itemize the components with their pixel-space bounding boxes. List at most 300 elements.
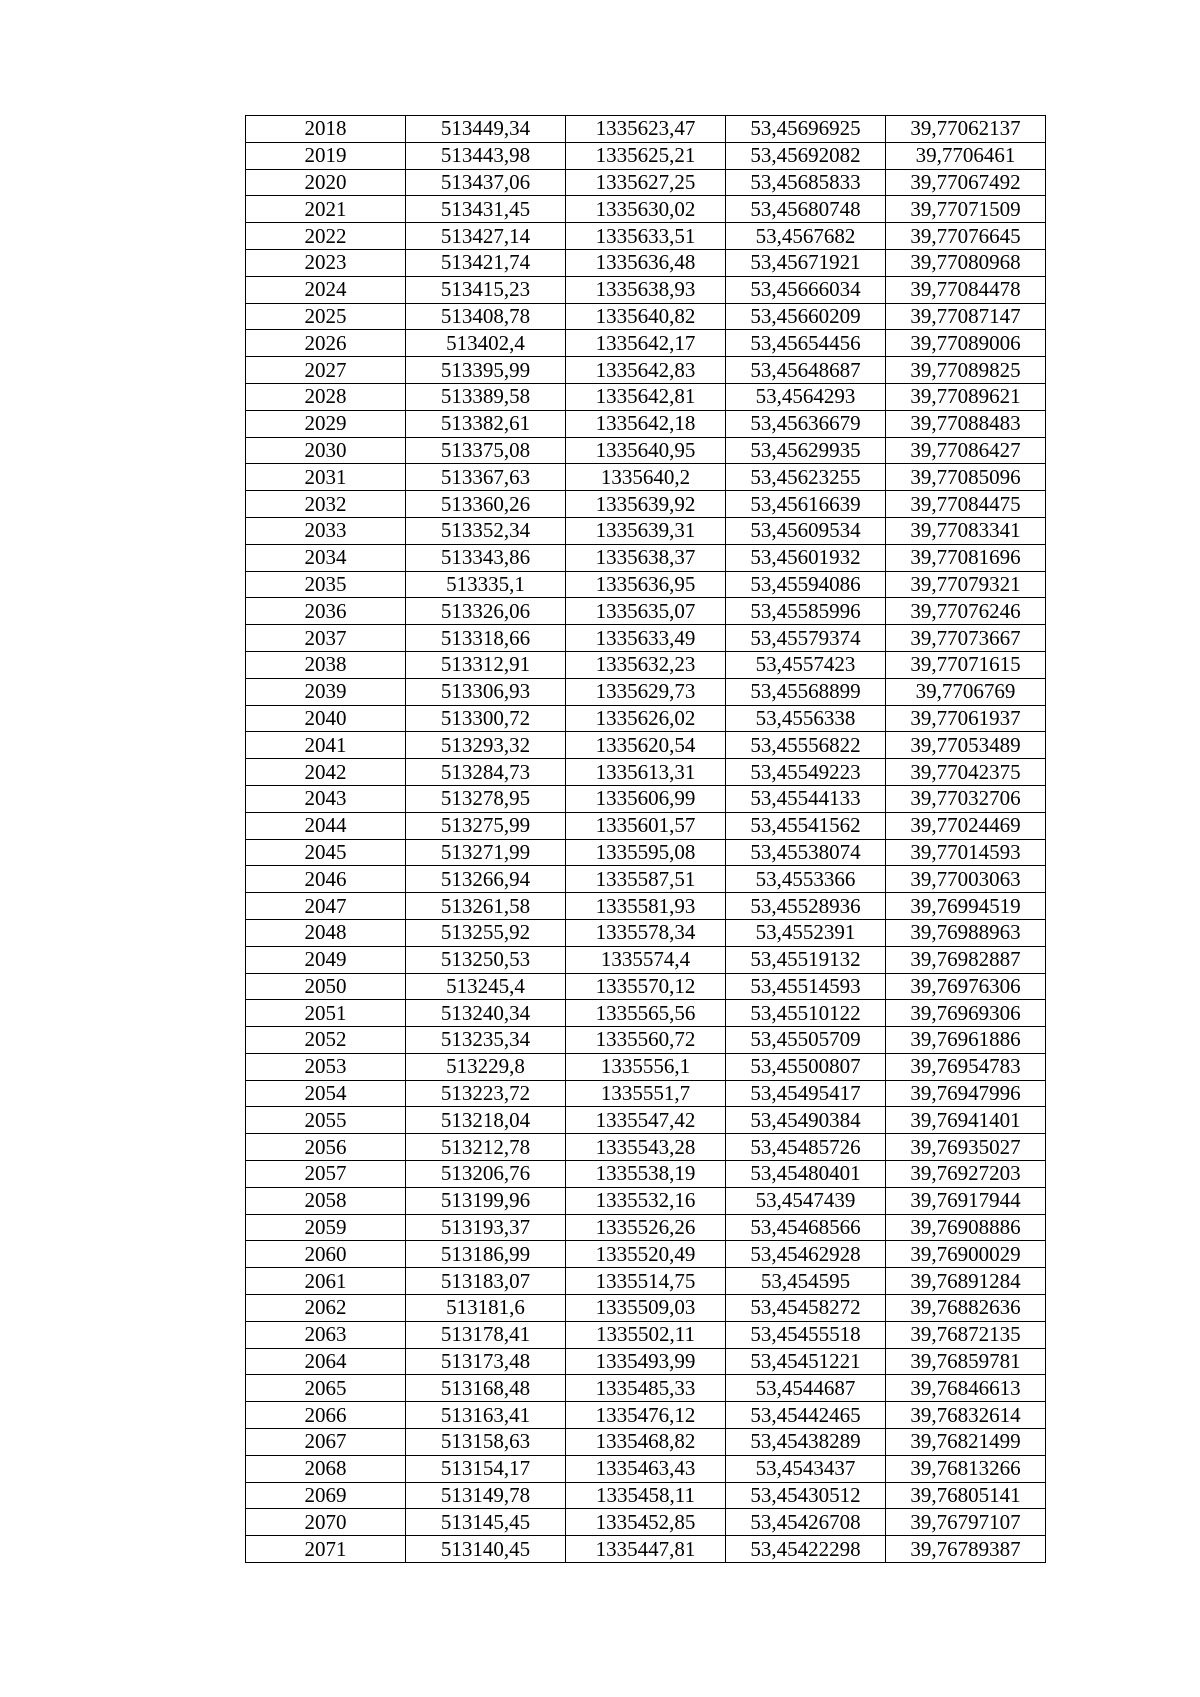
- table-row: [246, 491, 1046, 518]
- point-number-cell: 2051: [246, 1000, 406, 1027]
- y-coordinate-cell: 1335514,75: [566, 1268, 726, 1295]
- y-coordinate-cell: 1335532,16: [566, 1187, 726, 1214]
- latitude-cell: 53,45623255: [726, 464, 886, 491]
- x-coordinate-cell: 513382,61: [406, 410, 566, 437]
- point-number-cell: 2027: [246, 357, 406, 384]
- x-coordinate-cell: 513293,32: [406, 732, 566, 759]
- y-coordinate-cell: 1335636,95: [566, 571, 726, 598]
- x-coordinate-cell: 513223,72: [406, 1080, 566, 1107]
- point-number-cell: 2050: [246, 973, 406, 1000]
- longitude-cell: 39,77062137: [886, 116, 1046, 143]
- table-row: [246, 437, 1046, 464]
- latitude-cell: 53,4557423: [726, 651, 886, 678]
- table-row: [246, 517, 1046, 544]
- coordinates-table: [245, 115, 1046, 1563]
- latitude-cell: 53,45490384: [726, 1107, 886, 1134]
- latitude-cell: 53,45636679: [726, 410, 886, 437]
- point-number-cell: 2060: [246, 1241, 406, 1268]
- longitude-cell: 39,77061937: [886, 705, 1046, 732]
- x-coordinate-cell: 513149,78: [406, 1482, 566, 1509]
- y-coordinate-cell: 1335638,93: [566, 276, 726, 303]
- table-row: [246, 169, 1046, 196]
- table-row: [246, 893, 1046, 920]
- table-row: [246, 625, 1046, 652]
- y-coordinate-cell: 1335642,81: [566, 383, 726, 410]
- table-row: [246, 1241, 1046, 1268]
- point-number-cell: 2020: [246, 169, 406, 196]
- latitude-cell: 53,45544133: [726, 785, 886, 812]
- x-coordinate-cell: 513275,99: [406, 812, 566, 839]
- point-number-cell: 2028: [246, 383, 406, 410]
- point-number-cell: 2049: [246, 946, 406, 973]
- longitude-cell: 39,7706461: [886, 142, 1046, 169]
- x-coordinate-cell: 513271,99: [406, 839, 566, 866]
- latitude-cell: 53,45514593: [726, 973, 886, 1000]
- point-number-cell: 2061: [246, 1268, 406, 1295]
- point-number-cell: 2019: [246, 142, 406, 169]
- x-coordinate-cell: 513186,99: [406, 1241, 566, 1268]
- point-number-cell: 2036: [246, 598, 406, 625]
- point-number-cell: 2059: [246, 1214, 406, 1241]
- point-number-cell: 2046: [246, 866, 406, 893]
- y-coordinate-cell: 1335485,33: [566, 1375, 726, 1402]
- point-number-cell: 2043: [246, 785, 406, 812]
- x-coordinate-cell: 513206,76: [406, 1161, 566, 1188]
- latitude-cell: 53,45455518: [726, 1321, 886, 1348]
- y-coordinate-cell: 1335629,73: [566, 678, 726, 705]
- y-coordinate-cell: 1335493,99: [566, 1348, 726, 1375]
- x-coordinate-cell: 513421,74: [406, 249, 566, 276]
- latitude-cell: 53,45585996: [726, 598, 886, 625]
- longitude-cell: 39,77089621: [886, 383, 1046, 410]
- point-number-cell: 2037: [246, 625, 406, 652]
- x-coordinate-cell: 513240,34: [406, 1000, 566, 1027]
- x-coordinate-cell: 513402,4: [406, 330, 566, 357]
- longitude-cell: 39,76908886: [886, 1214, 1046, 1241]
- y-coordinate-cell: 1335502,11: [566, 1321, 726, 1348]
- table-row: [246, 142, 1046, 169]
- table-row: [246, 812, 1046, 839]
- longitude-cell: 39,76805141: [886, 1482, 1046, 1509]
- table-row: [246, 1509, 1046, 1536]
- y-coordinate-cell: 1335620,54: [566, 732, 726, 759]
- latitude-cell: 53,454595: [726, 1268, 886, 1295]
- point-number-cell: 2026: [246, 330, 406, 357]
- longitude-cell: 39,76797107: [886, 1509, 1046, 1536]
- longitude-cell: 39,77014593: [886, 839, 1046, 866]
- x-coordinate-cell: 513163,41: [406, 1402, 566, 1429]
- x-coordinate-cell: 513318,66: [406, 625, 566, 652]
- x-coordinate-cell: 513183,07: [406, 1268, 566, 1295]
- point-number-cell: 2069: [246, 1482, 406, 1509]
- point-number-cell: 2056: [246, 1134, 406, 1161]
- longitude-cell: 39,77084478: [886, 276, 1046, 303]
- x-coordinate-cell: 513235,34: [406, 1027, 566, 1054]
- y-coordinate-cell: 1335458,11: [566, 1482, 726, 1509]
- table-row: [246, 1027, 1046, 1054]
- longitude-cell: 39,76927203: [886, 1161, 1046, 1188]
- table-row: [246, 732, 1046, 759]
- longitude-cell: 39,77085096: [886, 464, 1046, 491]
- latitude-cell: 53,45468566: [726, 1214, 886, 1241]
- latitude-cell: 53,45609534: [726, 517, 886, 544]
- table-row: [246, 678, 1046, 705]
- x-coordinate-cell: 513395,99: [406, 357, 566, 384]
- x-coordinate-cell: 513449,34: [406, 116, 566, 143]
- latitude-cell: 53,4544687: [726, 1375, 886, 1402]
- latitude-cell: 53,45556822: [726, 732, 886, 759]
- table-row: [246, 598, 1046, 625]
- y-coordinate-cell: 1335509,03: [566, 1295, 726, 1322]
- x-coordinate-cell: 513389,58: [406, 383, 566, 410]
- x-coordinate-cell: 513250,53: [406, 946, 566, 973]
- y-coordinate-cell: 1335635,07: [566, 598, 726, 625]
- x-coordinate-cell: 513173,48: [406, 1348, 566, 1375]
- y-coordinate-cell: 1335578,34: [566, 919, 726, 946]
- longitude-cell: 39,76961886: [886, 1027, 1046, 1054]
- point-number-cell: 2068: [246, 1455, 406, 1482]
- table-row: [246, 1187, 1046, 1214]
- y-coordinate-cell: 1335560,72: [566, 1027, 726, 1054]
- table-row: [246, 1053, 1046, 1080]
- longitude-cell: 39,77089006: [886, 330, 1046, 357]
- x-coordinate-cell: 513326,06: [406, 598, 566, 625]
- longitude-cell: 39,77084475: [886, 491, 1046, 518]
- point-number-cell: 2041: [246, 732, 406, 759]
- table-row: [246, 919, 1046, 946]
- coordinates-table-body: [246, 116, 1046, 1563]
- point-number-cell: 2064: [246, 1348, 406, 1375]
- point-number-cell: 2033: [246, 517, 406, 544]
- x-coordinate-cell: 513140,45: [406, 1536, 566, 1563]
- longitude-cell: 39,76947996: [886, 1080, 1046, 1107]
- x-coordinate-cell: 513181,6: [406, 1295, 566, 1322]
- longitude-cell: 39,76976306: [886, 973, 1046, 1000]
- longitude-cell: 39,76917944: [886, 1187, 1046, 1214]
- table-row: [246, 1402, 1046, 1429]
- table-row: [246, 1321, 1046, 1348]
- longitude-cell: 39,76859781: [886, 1348, 1046, 1375]
- longitude-cell: 39,77088483: [886, 410, 1046, 437]
- y-coordinate-cell: 1335640,95: [566, 437, 726, 464]
- x-coordinate-cell: 513437,06: [406, 169, 566, 196]
- longitude-cell: 39,77079321: [886, 571, 1046, 598]
- x-coordinate-cell: 513278,95: [406, 785, 566, 812]
- x-coordinate-cell: 513335,1: [406, 571, 566, 598]
- y-coordinate-cell: 1335570,12: [566, 973, 726, 1000]
- latitude-cell: 53,45601932: [726, 544, 886, 571]
- latitude-cell: 53,45480401: [726, 1161, 886, 1188]
- y-coordinate-cell: 1335452,85: [566, 1509, 726, 1536]
- latitude-cell: 53,45485726: [726, 1134, 886, 1161]
- latitude-cell: 53,4564293: [726, 383, 886, 410]
- longitude-cell: 39,76846613: [886, 1375, 1046, 1402]
- latitude-cell: 53,45505709: [726, 1027, 886, 1054]
- y-coordinate-cell: 1335547,42: [566, 1107, 726, 1134]
- table-row: [246, 303, 1046, 330]
- latitude-cell: 53,45438289: [726, 1429, 886, 1456]
- y-coordinate-cell: 1335642,83: [566, 357, 726, 384]
- point-number-cell: 2023: [246, 249, 406, 276]
- latitude-cell: 53,45616639: [726, 491, 886, 518]
- longitude-cell: 39,77042375: [886, 759, 1046, 786]
- x-coordinate-cell: 513300,72: [406, 705, 566, 732]
- longitude-cell: 39,76813266: [886, 1455, 1046, 1482]
- y-coordinate-cell: 1335556,1: [566, 1053, 726, 1080]
- point-number-cell: 2066: [246, 1402, 406, 1429]
- y-coordinate-cell: 1335463,43: [566, 1455, 726, 1482]
- x-coordinate-cell: 513431,45: [406, 196, 566, 223]
- table-row: [246, 651, 1046, 678]
- latitude-cell: 53,4567682: [726, 223, 886, 250]
- table-row: [246, 1268, 1046, 1295]
- point-number-cell: 2042: [246, 759, 406, 786]
- table-row: [246, 571, 1046, 598]
- table-row: [246, 759, 1046, 786]
- x-coordinate-cell: 513343,86: [406, 544, 566, 571]
- longitude-cell: 39,77071509: [886, 196, 1046, 223]
- latitude-cell: 53,45629935: [726, 437, 886, 464]
- point-number-cell: 2057: [246, 1161, 406, 1188]
- y-coordinate-cell: 1335574,4: [566, 946, 726, 973]
- latitude-cell: 53,45671921: [726, 249, 886, 276]
- point-number-cell: 2031: [246, 464, 406, 491]
- longitude-cell: 39,76821499: [886, 1429, 1046, 1456]
- latitude-cell: 53,45696925: [726, 116, 886, 143]
- x-coordinate-cell: 513266,94: [406, 866, 566, 893]
- latitude-cell: 53,45458272: [726, 1295, 886, 1322]
- point-number-cell: 2024: [246, 276, 406, 303]
- latitude-cell: 53,45692082: [726, 142, 886, 169]
- y-coordinate-cell: 1335636,48: [566, 249, 726, 276]
- longitude-cell: 39,76969306: [886, 1000, 1046, 1027]
- table-row: [246, 1536, 1046, 1563]
- y-coordinate-cell: 1335639,92: [566, 491, 726, 518]
- x-coordinate-cell: 513284,73: [406, 759, 566, 786]
- point-number-cell: 2047: [246, 893, 406, 920]
- table-row: [246, 249, 1046, 276]
- x-coordinate-cell: 513199,96: [406, 1187, 566, 1214]
- longitude-cell: 39,76789387: [886, 1536, 1046, 1563]
- y-coordinate-cell: 1335595,08: [566, 839, 726, 866]
- table-row: [246, 196, 1046, 223]
- point-number-cell: 2070: [246, 1509, 406, 1536]
- latitude-cell: 53,45594086: [726, 571, 886, 598]
- latitude-cell: 53,45422298: [726, 1536, 886, 1563]
- latitude-cell: 53,45685833: [726, 169, 886, 196]
- longitude-cell: 39,77053489: [886, 732, 1046, 759]
- latitude-cell: 53,45519132: [726, 946, 886, 973]
- point-number-cell: 2021: [246, 196, 406, 223]
- x-coordinate-cell: 513427,14: [406, 223, 566, 250]
- latitude-cell: 53,4547439: [726, 1187, 886, 1214]
- point-number-cell: 2062: [246, 1295, 406, 1322]
- longitude-cell: 39,77089825: [886, 357, 1046, 384]
- y-coordinate-cell: 1335633,51: [566, 223, 726, 250]
- table-row: [246, 116, 1046, 143]
- table-row: [246, 1107, 1046, 1134]
- longitude-cell: 39,76900029: [886, 1241, 1046, 1268]
- longitude-cell: 39,7706769: [886, 678, 1046, 705]
- point-number-cell: 2048: [246, 919, 406, 946]
- x-coordinate-cell: 513352,34: [406, 517, 566, 544]
- longitude-cell: 39,77080968: [886, 249, 1046, 276]
- longitude-cell: 39,77086427: [886, 437, 1046, 464]
- x-coordinate-cell: 513193,37: [406, 1214, 566, 1241]
- longitude-cell: 39,77067492: [886, 169, 1046, 196]
- table-row: [246, 1429, 1046, 1456]
- latitude-cell: 53,4553366: [726, 866, 886, 893]
- longitude-cell: 39,77024469: [886, 812, 1046, 839]
- point-number-cell: 2065: [246, 1375, 406, 1402]
- table-row: [246, 1214, 1046, 1241]
- latitude-cell: 53,4552391: [726, 919, 886, 946]
- x-coordinate-cell: 513312,91: [406, 651, 566, 678]
- latitude-cell: 53,45654456: [726, 330, 886, 357]
- x-coordinate-cell: 513178,41: [406, 1321, 566, 1348]
- table-row: [246, 839, 1046, 866]
- y-coordinate-cell: 1335526,26: [566, 1214, 726, 1241]
- y-coordinate-cell: 1335447,81: [566, 1536, 726, 1563]
- x-coordinate-cell: 513158,63: [406, 1429, 566, 1456]
- x-coordinate-cell: 513168,48: [406, 1375, 566, 1402]
- longitude-cell: 39,77071615: [886, 651, 1046, 678]
- x-coordinate-cell: 513306,93: [406, 678, 566, 705]
- latitude-cell: 53,45680748: [726, 196, 886, 223]
- longitude-cell: 39,76982887: [886, 946, 1046, 973]
- table-row: [246, 464, 1046, 491]
- y-coordinate-cell: 1335538,19: [566, 1161, 726, 1188]
- longitude-cell: 39,76941401: [886, 1107, 1046, 1134]
- latitude-cell: 53,4543437: [726, 1455, 886, 1482]
- longitude-cell: 39,76935027: [886, 1134, 1046, 1161]
- point-number-cell: 2029: [246, 410, 406, 437]
- y-coordinate-cell: 1335587,51: [566, 866, 726, 893]
- point-number-cell: 2055: [246, 1107, 406, 1134]
- point-number-cell: 2063: [246, 1321, 406, 1348]
- longitude-cell: 39,76954783: [886, 1053, 1046, 1080]
- longitude-cell: 39,76882636: [886, 1295, 1046, 1322]
- table-row: [246, 410, 1046, 437]
- point-number-cell: 2071: [246, 1536, 406, 1563]
- y-coordinate-cell: 1335630,02: [566, 196, 726, 223]
- latitude-cell: 53,45538074: [726, 839, 886, 866]
- table-row: [246, 223, 1046, 250]
- x-coordinate-cell: 513245,4: [406, 973, 566, 1000]
- table-row: [246, 1375, 1046, 1402]
- longitude-cell: 39,77076645: [886, 223, 1046, 250]
- y-coordinate-cell: 1335606,99: [566, 785, 726, 812]
- x-coordinate-cell: 513229,8: [406, 1053, 566, 1080]
- table-row: [246, 705, 1046, 732]
- latitude-cell: 53,4556338: [726, 705, 886, 732]
- table-row: [246, 1080, 1046, 1107]
- point-number-cell: 2067: [246, 1429, 406, 1456]
- x-coordinate-cell: 513255,92: [406, 919, 566, 946]
- y-coordinate-cell: 1335551,7: [566, 1080, 726, 1107]
- y-coordinate-cell: 1335638,37: [566, 544, 726, 571]
- x-coordinate-cell: 513154,17: [406, 1455, 566, 1482]
- point-number-cell: 2058: [246, 1187, 406, 1214]
- latitude-cell: 53,45579374: [726, 625, 886, 652]
- x-coordinate-cell: 513415,23: [406, 276, 566, 303]
- latitude-cell: 53,45648687: [726, 357, 886, 384]
- longitude-cell: 39,76832614: [886, 1402, 1046, 1429]
- point-number-cell: 2053: [246, 1053, 406, 1080]
- table-row: [246, 1348, 1046, 1375]
- longitude-cell: 39,76994519: [886, 893, 1046, 920]
- point-number-cell: 2035: [246, 571, 406, 598]
- y-coordinate-cell: 1335633,49: [566, 625, 726, 652]
- point-number-cell: 2039: [246, 678, 406, 705]
- table-row: [246, 973, 1046, 1000]
- latitude-cell: 53,45495417: [726, 1080, 886, 1107]
- latitude-cell: 53,45568899: [726, 678, 886, 705]
- y-coordinate-cell: 1335639,31: [566, 517, 726, 544]
- point-number-cell: 2032: [246, 491, 406, 518]
- latitude-cell: 53,45541562: [726, 812, 886, 839]
- x-coordinate-cell: 513212,78: [406, 1134, 566, 1161]
- longitude-cell: 39,77081696: [886, 544, 1046, 571]
- table-row: [246, 276, 1046, 303]
- latitude-cell: 53,45500807: [726, 1053, 886, 1080]
- x-coordinate-cell: 513360,26: [406, 491, 566, 518]
- latitude-cell: 53,45462928: [726, 1241, 886, 1268]
- latitude-cell: 53,45528936: [726, 893, 886, 920]
- y-coordinate-cell: 1335640,82: [566, 303, 726, 330]
- y-coordinate-cell: 1335640,2: [566, 464, 726, 491]
- point-number-cell: 2052: [246, 1027, 406, 1054]
- table-row: [246, 785, 1046, 812]
- longitude-cell: 39,77087147: [886, 303, 1046, 330]
- y-coordinate-cell: 1335642,17: [566, 330, 726, 357]
- latitude-cell: 53,45426708: [726, 1509, 886, 1536]
- table-row: [246, 1134, 1046, 1161]
- y-coordinate-cell: 1335627,25: [566, 169, 726, 196]
- point-number-cell: 2018: [246, 116, 406, 143]
- table-row: [246, 1455, 1046, 1482]
- point-number-cell: 2022: [246, 223, 406, 250]
- point-number-cell: 2030: [246, 437, 406, 464]
- longitude-cell: 39,77076246: [886, 598, 1046, 625]
- point-number-cell: 2044: [246, 812, 406, 839]
- y-coordinate-cell: 1335625,21: [566, 142, 726, 169]
- y-coordinate-cell: 1335543,28: [566, 1134, 726, 1161]
- longitude-cell: 39,77003063: [886, 866, 1046, 893]
- latitude-cell: 53,45510122: [726, 1000, 886, 1027]
- latitude-cell: 53,45451221: [726, 1348, 886, 1375]
- latitude-cell: 53,45666034: [726, 276, 886, 303]
- longitude-cell: 39,76988963: [886, 919, 1046, 946]
- x-coordinate-cell: 513375,08: [406, 437, 566, 464]
- table-row: [246, 1295, 1046, 1322]
- y-coordinate-cell: 1335623,47: [566, 116, 726, 143]
- x-coordinate-cell: 513261,58: [406, 893, 566, 920]
- y-coordinate-cell: 1335632,23: [566, 651, 726, 678]
- latitude-cell: 53,45442465: [726, 1402, 886, 1429]
- point-number-cell: 2045: [246, 839, 406, 866]
- latitude-cell: 53,45660209: [726, 303, 886, 330]
- latitude-cell: 53,45549223: [726, 759, 886, 786]
- longitude-cell: 39,77073667: [886, 625, 1046, 652]
- y-coordinate-cell: 1335581,93: [566, 893, 726, 920]
- longitude-cell: 39,76891284: [886, 1268, 1046, 1295]
- table-row: [246, 357, 1046, 384]
- point-number-cell: 2040: [246, 705, 406, 732]
- x-coordinate-cell: 513408,78: [406, 303, 566, 330]
- table-row: [246, 544, 1046, 571]
- point-number-cell: 2034: [246, 544, 406, 571]
